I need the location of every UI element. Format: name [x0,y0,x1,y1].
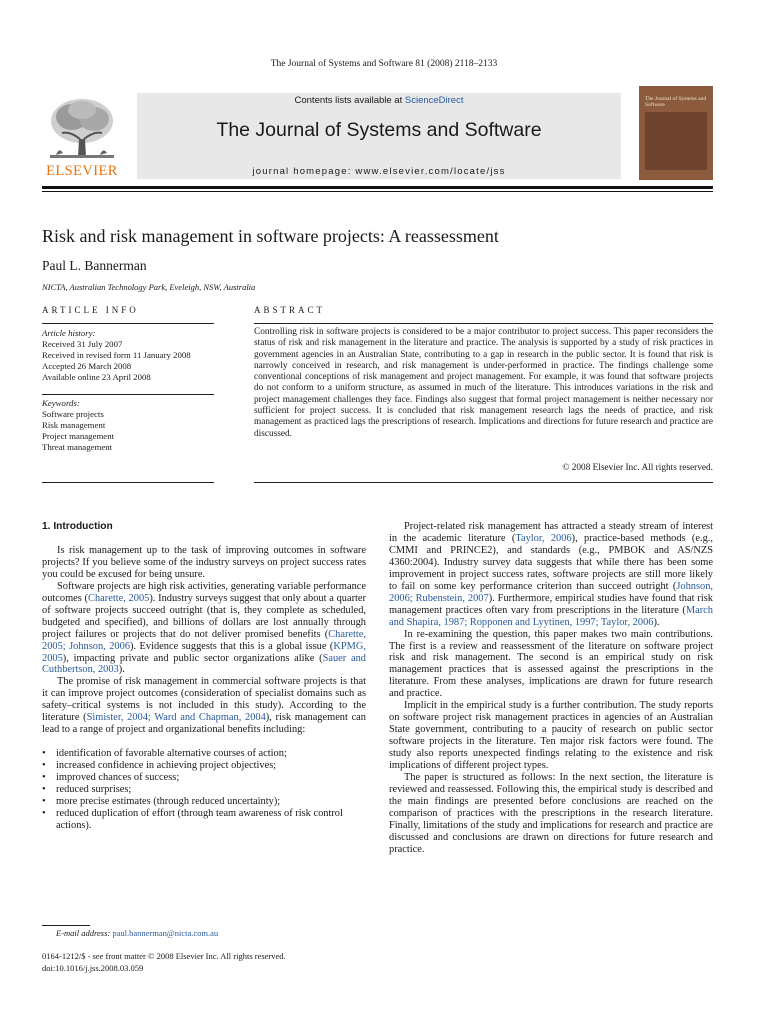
issn-line: 0164-1212/$ - see front matter © 2008 Elsevier Inc. All rights reserved. [42,951,286,961]
journal-homepage [137,166,621,177]
citation-link[interactable]: Sauer and Cuthbertson, 2003 [42,652,367,676]
email-footnote [56,928,218,939]
email-label: E-mail address: [56,928,111,938]
article-info-rule-bottom [42,482,214,483]
header-rule-thin [42,191,713,192]
intro-paragraph-5: In re-examining the question, this paper makes two main contributions. The first is a review and reassessment of the literature on software project risk and risk management. The second is an empirical study on risk management practices that is assessed against the prescriptions in the literature. From these analyses, implications are drawn for future research and practice. [389,628,713,700]
keywords [42,398,214,453]
list-item: • identification of favorable alternative courses of action; [42,748,366,760]
citation-link[interactable]: Charette, 2005 [88,592,150,604]
running-head: The Journal of Systems and Software 81 (2008) 2118–2133 [270,59,498,69]
text-span: ). Industry surveys suggest that only about a quarter of software projects succeed outright (that is, they complete as scheduled, budgeted and specified), and billions of dollars are lost annually through project failures or projects that do not deliver promised benefits ( [42,592,367,640]
history-revised: Received in revised form 11 January 2008 [42,350,191,361]
citation-link[interactable]: Taylor, 2006 [515,532,572,544]
text-span: ). [653,616,660,628]
homepage-link[interactable]: www.elsevier.com/locate/jss [355,166,506,177]
benefits-list [42,748,366,832]
doi-line[interactable]: doi:10.1016/j.jss.2008.03.059 [42,963,144,973]
keyword-item: Project management [42,431,115,442]
text-span: The promise of risk management in commercial software projects is that it can improve project outcomes (consideration of specialist domains such as safety–critical systems is not included in this study). According to the literature ( [42,676,366,724]
author-affiliation: NICTA, Australian Technology Park, Eveleigh, NSW, Australia [42,282,256,292]
text-span: Software projects are high risk activities, generating variable performance outcomes ( [42,580,366,604]
history-online: Available online 23 April 2008 [42,372,151,383]
citation-link[interactable]: Simister, 2004; Ward and Chapman, 2004 [86,712,266,724]
right-column [389,521,713,856]
left-column [42,521,366,832]
text-span: ), risk management can lead to a range of project and organizational benefits including: [42,712,366,736]
keyword-item: Software projects [42,409,104,420]
publisher-wordmark: ELSEVIER [46,163,118,179]
abstract-rule-bottom [254,482,713,483]
author-name: Paul L. Bannerman [42,258,147,273]
contents-prefix: Contents lists available at [294,95,403,106]
abstract-text: Controlling risk in software projects is considered to be a major contributor to project success. This paper reconsiders the status of risk and risk management in the literature and practice. The analysis is supported by a study of risk practices in government agencies in an Australian State, contributing to a gap in research in the public sector. It is found that risk is narrowly conceived in research, and risk management is under-performed in practice. The findings challenge some conventional conceptions of risk management and project management. For example, it was found that software projects do not conform to a uniform structure, as assumed in much of the literature. This introduces variations in the risk and project management challenges they face. Findings also suggest that formal project management is neither necessary nor sufficient for project success. It is concluded that risk management research lags the needs of practice, and risk management as practiced lags the prescriptions of research. Implications and directions for future research and practice are discussed. [254,327,713,439]
journal-title: The Journal of Systems and Software [216,119,542,141]
intro-paragraph-7: The paper is structured as follows: In the next section, the literature is reviewed and reassessed. Following this, the empirical study is described and the main findings are presented before conclusions are reached on the comparison of practices with the prescriptions in the research literature. Finally, limitations of the study and implications for research and practice are discussed and conclusions are drawn on directions for future research and practice. [389,772,713,855]
abstract-copyright: © 2008 Elsevier Inc. All rights reserved. [562,463,713,473]
abstract-rule-top [254,323,713,324]
article-info-rule-top [42,323,214,324]
keywords-label: Keywords: [42,398,80,408]
article-info-heading: ARTICLE INFO [42,305,139,315]
list-item: • improved chances of success; [42,772,366,784]
text-span: Project-related risk management has attracted a steady stream of interest in the academic literature ( [389,521,713,544]
cover-artwork [645,112,707,170]
text-span: ). [118,664,125,676]
section-heading: 1. Introduction [42,521,113,532]
intro-paragraph-3 [42,676,366,736]
intro-paragraph-6: Implicit in the empirical study is a further contribution. The study reports on software project risk management practices in agencies of an Australian State government, contributing to a paucity of research on public sector software projects in the literature. Ten major risk factors were found. The study also reports unexpected findings relating to the existence and risk implications of different project types. [389,700,713,772]
article-history [42,328,214,383]
email-link[interactable]: paul.bannerman@nicta.com.au [112,928,219,938]
abstract-heading: ABSTRACT [254,305,326,315]
journal-cover-thumbnail [639,86,713,180]
article-title: Risk and risk management in software projects: A reassessment [42,226,499,246]
citation-link[interactable]: March and Shapira, 1987; Ropponen and Lyytinen, 1997; Taylor, 2006 [389,604,713,628]
intro-paragraph-2 [42,581,366,677]
keyword-item: Threat management [42,442,113,453]
list-item: • more precise estimates (through reduced uncertainty); [42,796,366,808]
footnote-rule [42,925,90,926]
history-received: Received 31 July 2007 [42,339,123,350]
intro-paragraph-1: Is risk management up to the task of improving outcomes in software projects? If you believe some of the industry surveys on project success rates you could be excused for being unsure. [42,544,366,580]
citation-link[interactable]: Charette, 2005; Johnson, 2006 [42,628,366,652]
text-span: ). Furthermore, empirical studies have found that risk management practices often vary from prescriptions in the literature ( [389,592,713,616]
header-rule-thick [42,186,713,189]
list-item: • reduced duplication of effort (through team awareness of risk control actions). [42,808,366,832]
sciencedirect-link[interactable]: ScienceDirect [404,95,464,106]
list-item: • reduced surprises; [42,784,366,796]
citation-link[interactable]: KPMG, 2005 [42,640,366,664]
history-label: Article history: [42,328,96,338]
citation-link[interactable]: Johnson, 2006; Rubenstein, 2007 [389,580,713,604]
text-span: ), impacting private and public sector organizations alike ( [62,652,323,664]
text-span: ), practice-based methods (e.g., CMMI and PRINCE2), and standards (e.g., PMBOK and AS/NZS 4360:2004). Industry survey data suggests that while there has been some improvement in project success rates, software projects are still more likely to fail on some key performance criterion than succeed outright ( [389,532,713,592]
history-accepted: Accepted 26 March 2008 [42,361,132,372]
article-info-rule-mid [42,394,214,395]
intro-paragraph-4 [389,521,713,629]
homepage-prefix: journal homepage: [252,166,352,177]
contents-line [137,95,621,106]
cover-title: The Journal of Systems and Software [645,96,707,108]
text-span: ). Evidence suggests that this is a global issue ( [130,640,334,652]
keyword-item: Risk management [42,420,106,431]
list-item: • increased confidence in achieving project objectives; [42,760,366,772]
